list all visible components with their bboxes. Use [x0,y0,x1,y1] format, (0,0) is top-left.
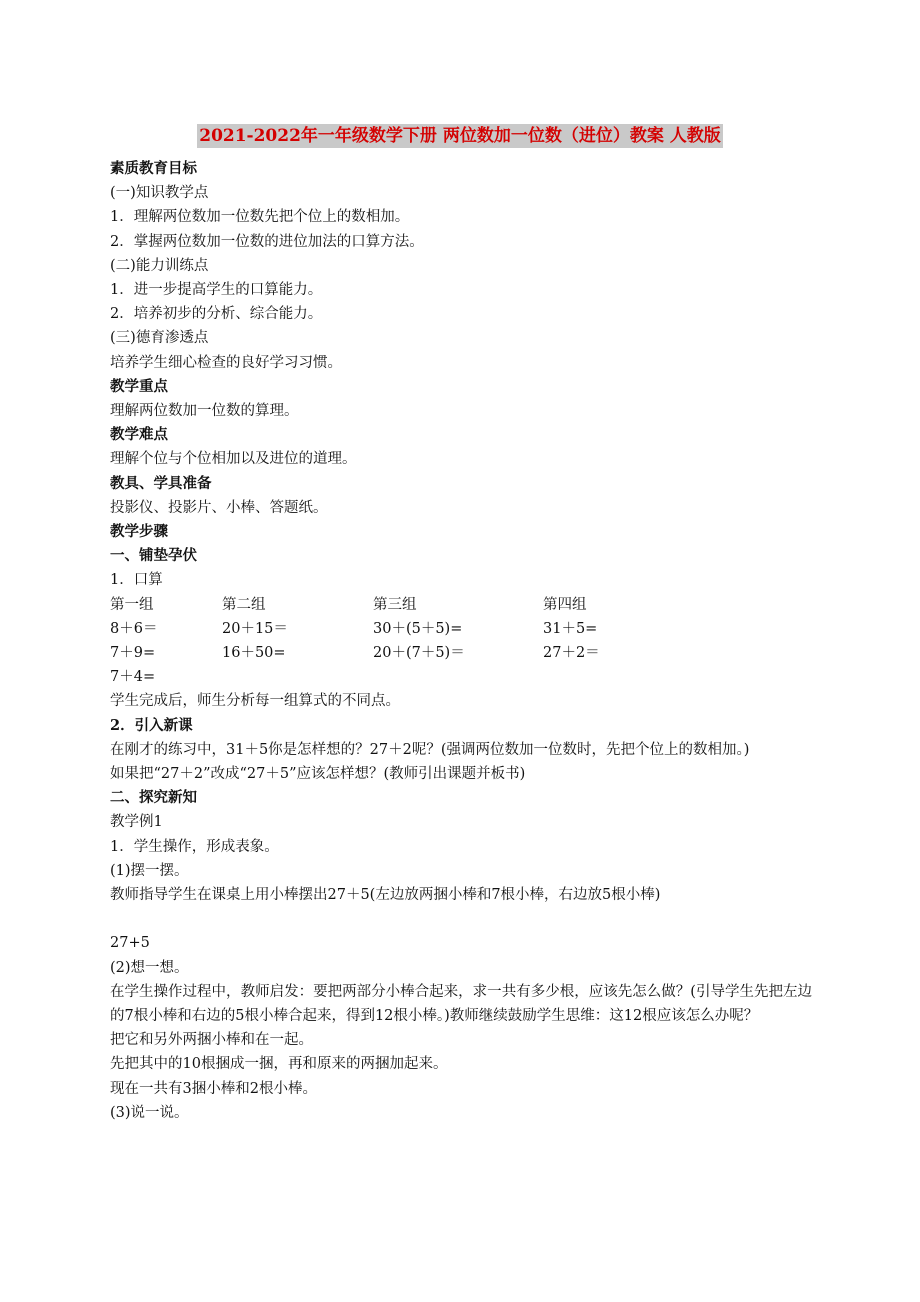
paragraph-line: 先把其中的10根捆成一捆，再和原来的两捆加起来。 [110,1056,448,1073]
section-heading: 教学步骤 [110,523,168,541]
paragraph-line: 现在一共有3捆小棒和2根小棒。 [110,1080,317,1097]
section-objectives [110,157,812,593]
document-body [110,157,812,1125]
section-heading: 教具、学具准备 [110,474,212,492]
calc-header-cell: 第三组 [373,596,417,613]
calc-header-cell: 第四组 [543,596,587,613]
paragraph-line: 理解两位数加一位数的算理。 [110,403,299,420]
paragraph-line: 在刚才的练习中，31＋5你是怎样想的？27＋2呢？(强调两位数加一位数时，先把个位上的数相加。) [110,741,750,758]
calc-cell: 30＋(5＋5)= [373,620,463,637]
paragraph-line: (2)想一想。 [110,959,189,976]
calc-cell: 7＋4= [110,669,156,686]
paragraph-line: 教学例1 [110,814,163,831]
blank-space [110,907,812,931]
paragraph-line: 1．学生操作，形成表象。 [110,838,279,855]
expression-text: 27+5 [110,935,150,952]
calc-cell: 20＋(7＋5)＝ [373,645,465,662]
paragraph-line: 学生完成后，师生分析每一组算式的不同点。 [110,693,400,710]
calc-table-row [110,617,812,641]
calc-cell: 8＋6＝ [110,620,158,637]
section-explore [110,956,812,1125]
paragraph-line: 教师指导学生在课桌上用小棒摆出27＋5(左边放两捆小棒和7根小棒，右边放5根小棒) [110,887,661,904]
paragraph-line: 2．掌握两位数加一位数的进位加法的口算方法。 [110,233,424,250]
paragraph-line: 把它和另外两捆小棒和在一起。 [110,1032,313,1049]
document-title: 2021-2022年一年级数学下册 两位数加一位数（进位）教案 人教版 [199,126,721,146]
calc-cell: 27＋2＝ [543,645,600,662]
paragraph-line: 2．培养初步的分析、综合能力。 [110,306,323,323]
calc-table-row [110,641,812,665]
paragraph-line: (三)德育渗透点 [110,330,209,347]
paragraph-line: 如果把“27＋2”改成“27＋5”应该怎样想？(教师引出课题并板书) [110,766,526,783]
paragraph-line: (二)能力训练点 [110,257,209,274]
section-heading: 二、探究新知 [110,789,197,807]
paragraph-line: 投影仪、投影片、小棒、答题纸。 [110,499,328,516]
section-heading: 素质教育目标 [110,160,197,177]
calc-table [110,593,812,690]
calc-table-row [110,665,812,689]
section-heading: 2．引入新课 [110,716,193,734]
section-heading: 教学难点 [110,426,168,444]
paragraph-line: 理解个位与个位相加以及进位的道理。 [110,451,357,468]
paragraph-line: 1．理解两位数加一位数先把个位上的数相加。 [110,209,410,226]
paragraph-line: 在学生操作过程中，教师启发：要把两部分小棒合起来，求一共有多少根，应该先怎么做？(引导学生先把左边的7根小棒和右边的5根小棒合起来，得到12根小棒。)教师继续鼓励学生思维：这12根应该怎么办呢？ [110,983,812,1024]
calc-header-cell: 第二组 [222,596,266,613]
section-heading: 一、铺垫孕伏 [110,547,197,565]
calc-cell: 7＋9= [110,645,156,662]
calc-cell: 20＋15＝ [222,620,288,637]
document-title-bar [0,124,920,148]
section-intro [110,689,812,907]
calc-table-header [110,593,812,617]
paragraph-line: 1．进一步提高学生的口算能力。 [110,282,323,299]
paragraph-line: (3)说一说。 [110,1104,189,1121]
calc-cell: 16＋50= [222,645,286,662]
paragraph-line: 1．口算 [110,572,163,589]
paragraph-line: (1)摆一摆。 [110,862,189,879]
paragraph-line: 培养学生细心检查的良好学习习惯。 [110,354,342,371]
paragraph-line: (一)知识教学点 [110,185,209,202]
calc-header-cell: 第一组 [110,596,154,613]
section-heading: 教学重点 [110,377,168,395]
calc-cell: 31＋5= [543,620,598,637]
